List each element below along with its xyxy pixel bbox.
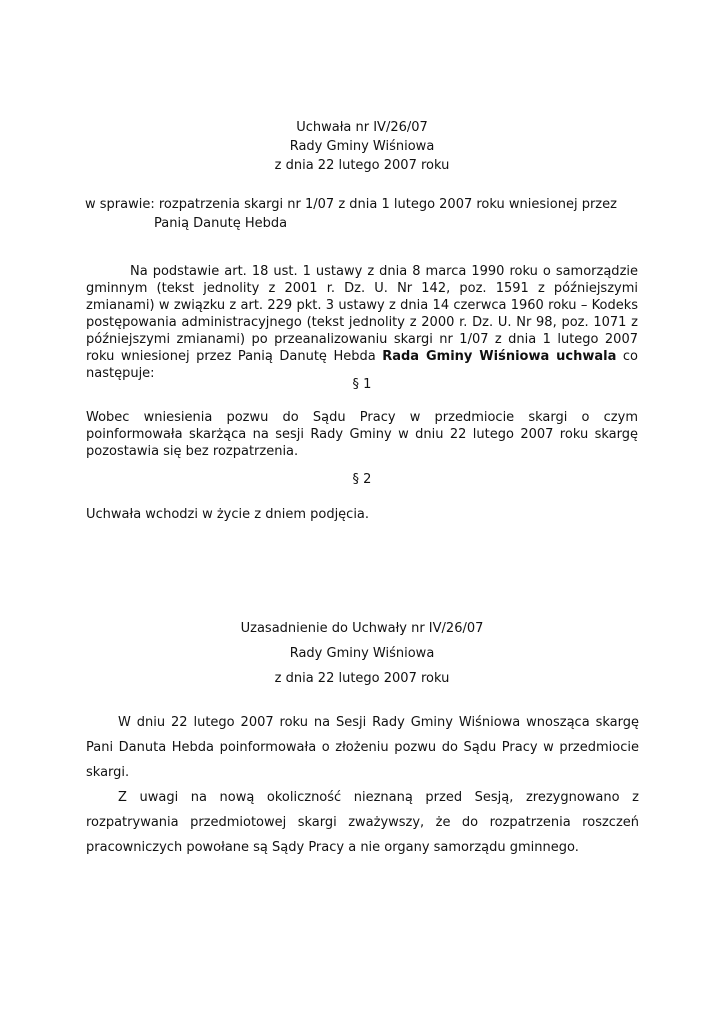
section-2-body: Uchwała wchodzi w życie z dniem podjęcia. [86, 507, 370, 522]
justification-council: Rady Gminy Wiśniowa [289, 646, 435, 661]
preamble-bold: Rada Gminy Wiśniowa uchwala [382, 349, 617, 364]
resolution-header [0, 118, 724, 175]
preamble-text: Na podstawie art. 18 ust. 1 ustawy z dnia 8 marca 1990 roku o samorządzie gminnym (tekst jednolity z 2001 r. Dz. U. Nr 142, poz. 1591 z późniejszymi zmianami) w związku z art. 229 pkt. 3 ustawy z dnia 14 czerwca 1960 roku – Kodeks postępowania administracyjnego (tekst jednolity z 2000 r. Dz. U. Nr 98, poz. 1071 z późniejszymi zmianami) po przeanalizowaniu skargi nr 1/07 z dnia 1 lutego 2007 roku wniesionej przez Panią Danutę Hebda [86, 264, 638, 364]
preamble-text-end: co następuje: [86, 349, 639, 381]
subject-line-2: Panią Danutę Hebda [154, 216, 288, 231]
justification-date: z dnia 22 lutego 2007 roku [274, 671, 450, 686]
section-2-text [86, 506, 638, 523]
justification-header [0, 616, 724, 691]
justification-body [86, 710, 639, 860]
subject-line-1: w sprawie: rozpatrzenia skargi nr 1/07 z dnia 1 lutego 2007 roku wniesionej przez [85, 197, 617, 212]
section-1-body: Wobec wniesienia pozwu do Sądu Pracy w przedmiocie skargi o czym poinformowała skarżąca na sesji Rady Gminy w dniu 22 lutego 2007 roku skargę pozostawia się bez rozpatrzenia. [86, 410, 638, 459]
resolution-subject [85, 195, 645, 233]
resolution-council: Rady Gminy Wiśniowa [289, 139, 435, 154]
resolution-date: z dnia 22 lutego 2007 roku [274, 158, 450, 173]
justification-paragraph-1: W dniu 22 lutego 2007 roku na Sesji Rady Gminy Wiśniowa wnosząca skargę Pani Danuta Hebda poinformowała o złożeniu pozwu do Sądu Pracy w przedmiocie skargi. [86, 715, 639, 780]
section-1-text [86, 409, 638, 460]
justification-paragraph-2: Z uwagi na nową okoliczność nieznaną przed Sesją, zrezygnowano z rozpatrywania przedmiotowej skargi zważywszy, że do rozpatrzenia roszczeń pracowniczych powołane są Sądy Pracy a nie organy samorządu gminnego. [86, 790, 639, 855]
section-1-mark: § 1 [352, 377, 372, 392]
resolution-number: Uchwała nr IV/26/07 [296, 120, 428, 135]
section-2-mark: § 2 [352, 472, 372, 487]
justification-title: Uzasadnienie do Uchwały nr IV/26/07 [240, 621, 484, 636]
preamble-paragraph [86, 263, 638, 382]
